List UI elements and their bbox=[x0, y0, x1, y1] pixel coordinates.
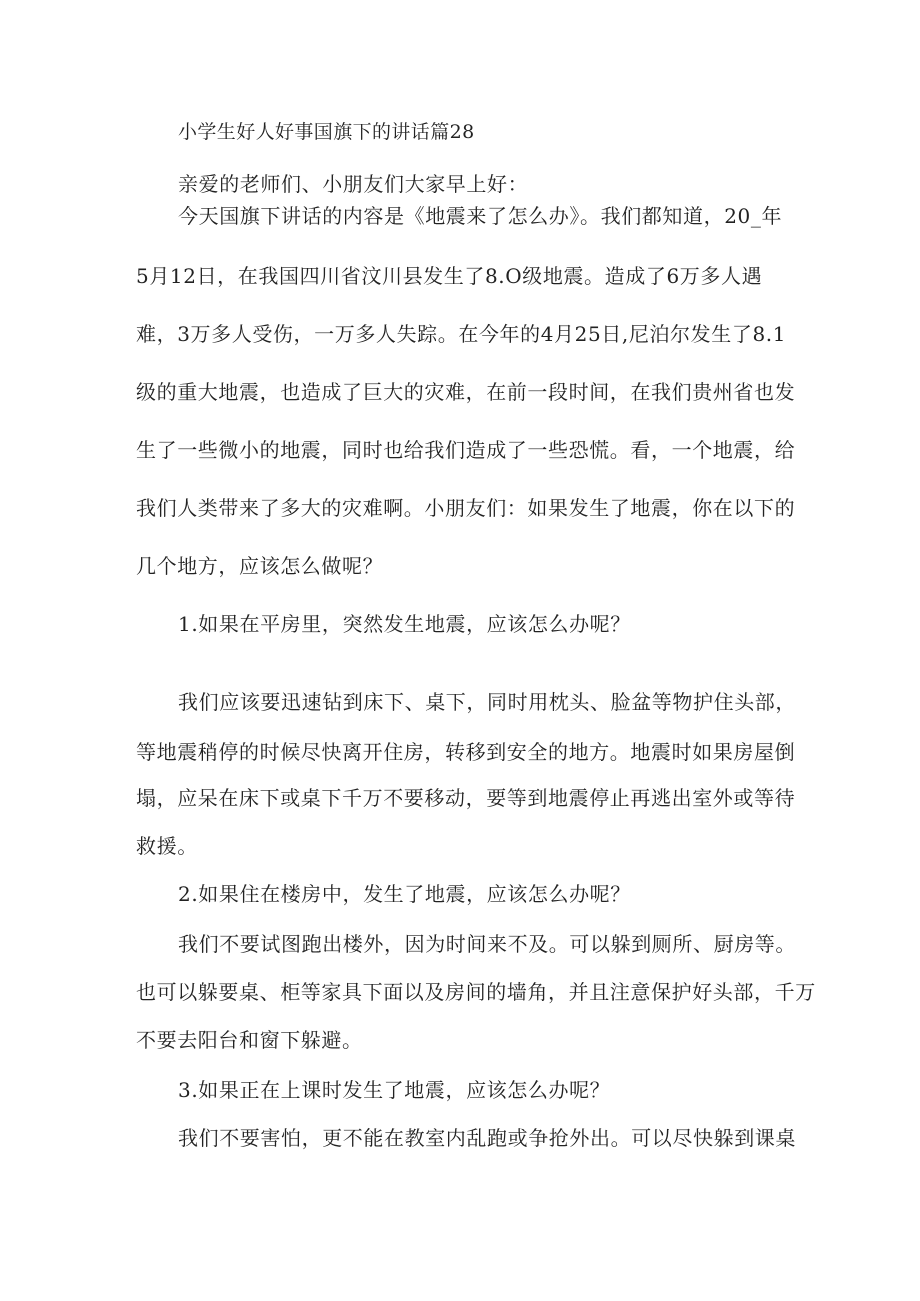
greeting-line: 亲爱的老师们、小朋友们大家早上好： bbox=[178, 172, 529, 196]
answer-2-line-2: 也可以躲要桌、柜等家具下面以及房间的墙角，并且注意保护好头部，千万 bbox=[136, 980, 816, 1004]
answer-3-line-1: 我们不要害怕，更不能在教室内乱跑或争抢外出。可以尽快躲到课桌 bbox=[178, 1126, 796, 1150]
answer-1-line-4: 救援。 bbox=[136, 834, 198, 858]
intro-line-1: 今天国旗下讲话的内容是《地震来了怎么办》。我们都知道，20_年 bbox=[178, 204, 783, 228]
intro-line-3: 难，3万多人受伤，一万多人失踪。在今年的4月25日,尼泊尔发生了8.1 bbox=[136, 322, 787, 346]
question-2: 2.如果住在楼房中，发生了地震，应该怎么办呢？ bbox=[178, 882, 631, 906]
intro-line-6: 我们人类带来了多大的灾难啊。小朋友们：如果发生了地震，你在以下的 bbox=[136, 496, 796, 520]
answer-1-line-1: 我们应该要迅速钻到床下、桌下，同时用枕头、脸盆等物护住头部， bbox=[178, 690, 796, 714]
answer-1-line-2: 等地震稍停的时候尽快离开住房，转移到安全的地方。地震时如果房屋倒 bbox=[136, 740, 796, 764]
document-title: 小学生好人好事国旗下的讲话篇28 bbox=[178, 121, 475, 143]
intro-line-5: 生了一些微小的地震，同时也给我们造成了一些恐慌。看，一个地震，给 bbox=[136, 438, 796, 462]
intro-line-2: 5月12日，在我国四川省汶川县发生了8.O级地震。造成了6万多人遇 bbox=[136, 264, 763, 288]
answer-2-line-1: 我们不要试图跑出楼外，因为时间来不及。可以躲到厕所、厨房等。 bbox=[178, 932, 796, 956]
question-3: 3.如果正在上课时发生了地震，应该怎么办呢？ bbox=[178, 1078, 611, 1102]
intro-line-7: 几个地方，应该怎么做呢？ bbox=[136, 554, 384, 578]
question-1: 1.如果在平房里，突然发生地震，应该怎么办呢？ bbox=[178, 612, 631, 636]
answer-1-line-3: 塌，应呆在床下或桌下千万不要移动，要等到地震停止再逃出室外或等待 bbox=[136, 786, 796, 810]
intro-line-4: 级的重大地震，也造成了巨大的灾难，在前一段时间，在我们贵州省也发 bbox=[136, 380, 796, 404]
answer-2-line-3: 不要去阳台和窗下躲避。 bbox=[136, 1028, 363, 1052]
